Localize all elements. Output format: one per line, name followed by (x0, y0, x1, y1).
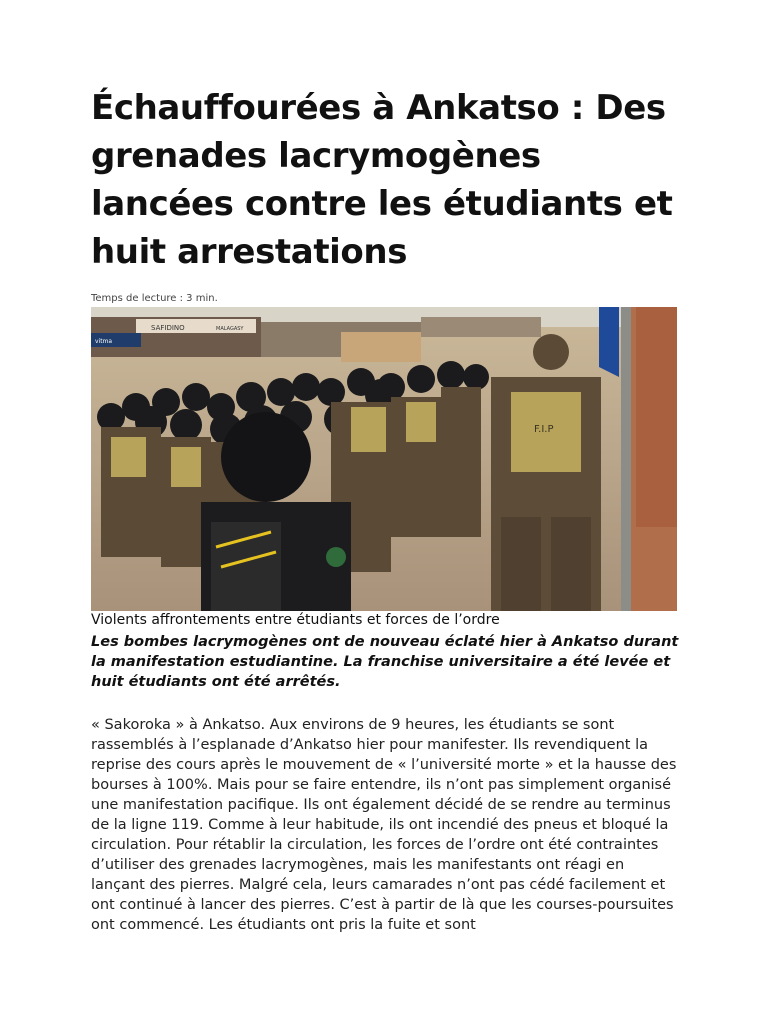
photo-illustration (91, 307, 677, 611)
shop-sign-text: SAFIDINO (151, 324, 185, 332)
photo-caption: Violents affrontements entre étudiants et forces de l’ordre (91, 612, 500, 628)
vest-label: F.I.P (534, 424, 554, 435)
billboard-text: vitma (95, 338, 113, 345)
shop-sign-text-2: MALAGASY (216, 326, 244, 332)
reading-time: Temps de lecture : 3 min. (91, 293, 218, 304)
article-body: « Sakoroka » à Ankatso. Aux environs de 9 heures, les étudiants se sont rassemblés à l’esplanade d’Ankatso hier pour manifester. Ils revendiquent la reprise des cours après le mouvement de « l’université morte » et la hausse des bourses à 100%. Mais pour se faire entendre, ils n’ont pas simplement organisé une manifestation pacifique. Ils ont également décidé de se rendre au terminus de la ligne 119. Comme à leur habitude, ils ont incendié des pneus et bloqué la circulation. Pour rétablir la circulation, les forces de l’ordre ont été contraintes d’utiliser des grenades lacrymogènes, mais les manifestants ont réagi en lançant des pierres. Malgré cela, leurs camarades n’ont pas cédé facilement et ont continué à lancer des pierres. C’est à partir de là que les courses-poursuites ont commencé. Les étudiants ont pris la fuite et sont (91, 717, 677, 933)
article-title: Échauffourées à Ankatso : Des grenades lacrymogènes lancées contre les étudiants et huit arrestations (91, 88, 673, 272)
article-lede: Les bombes lacrymogènes ont de nouveau éclaté hier à Ankatso durant la manifestation estudiantine. La franchise universitaire a été levée et huit étudiants ont été arrêtés. (91, 634, 679, 690)
article-photo (91, 307, 677, 611)
